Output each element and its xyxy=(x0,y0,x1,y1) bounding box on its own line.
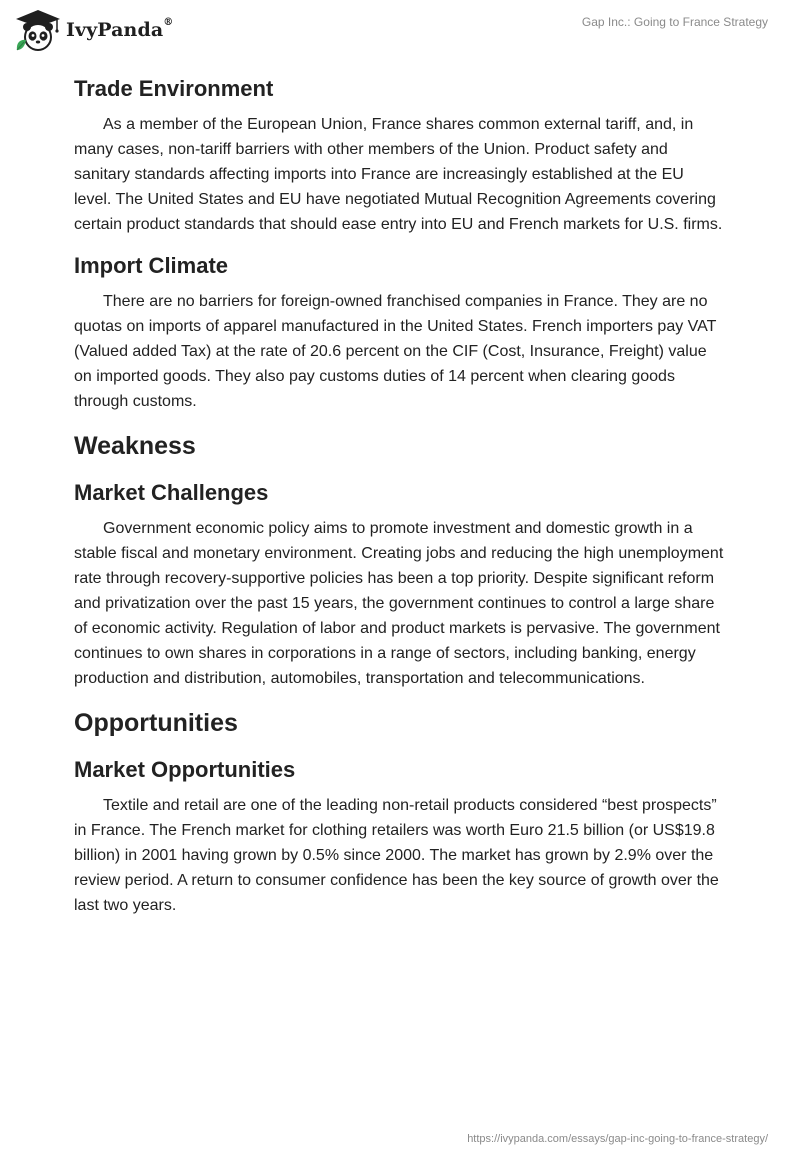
paragraph-trade-environment: As a member of the European Union, France shares common external tariff, and, in many cases, non-tariff barriers with other members of the Union. Product safety and sanitary standards affecting imports into France are increasingly established at the EU level. The United States and EU have negotiated Mutual Recognition Agreements covering certain product standards that should ease entry into EU and French markets for U.S. firms. xyxy=(74,116,723,233)
heading-weakness: Weakness xyxy=(74,432,196,460)
paragraph-market-challenges: Government economic policy aims to promote investment and domestic growth in a stable fiscal and monetary environment. Creating jobs and reducing the high unemployment rate through recovery-supportive policies has been a top priority. Despite significant reform and privatization over the past 15 years, the government continues to control a large share of economic activity. Regulation of labor and product markets is pervasive. The government continues to own shares in corporations in a range of sectors, including banking, energy production and distribution, automobiles, transportation and telecommunications. xyxy=(74,520,724,687)
source-url[interactable]: https://ivypanda.com/essays/gap-inc-going-to-france-strategy/ xyxy=(467,1133,768,1145)
page-header xyxy=(0,0,800,70)
paragraph-import-climate: There are no barriers for foreign-owned franchised companies in France. They are no quotas on imports of apparel manufactured in the United States. French importers pay VAT (Valued added Tax) at the rate of 20.6 percent on the CIF (Cost, Insurance, Freight) value on imported goods. They also pay customs duties of 14 percent when clearing goods through customs. xyxy=(74,293,717,410)
paragraph-market-opportunities: Textile and retail are one of the leading non-retail products considered “best prospects” in France. The French market for clothing retailers was worth Euro 21.5 billion (or US$19.8 billion) in 2001 having grown by 0.5% since 2000. The market has grown by 2.9% over the review period. A return to consumer confidence has been the key source of growth over the last two years. xyxy=(74,797,719,914)
registered-mark: ® xyxy=(163,17,174,28)
heading-market-challenges: Market Challenges xyxy=(74,480,269,505)
ivypanda-logo[interactable] xyxy=(14,8,173,52)
article-content xyxy=(74,70,724,918)
document-title: Gap Inc.: Going to France Strategy xyxy=(581,15,768,29)
heading-market-opportunities: Market Opportunities xyxy=(74,757,296,782)
heading-import-climate: Import Climate xyxy=(74,253,229,278)
heading-trade-environment: Trade Environment xyxy=(74,76,274,101)
logo-text: IvyPanda xyxy=(66,19,164,41)
heading-opportunities: Opportunities xyxy=(74,709,238,737)
panda-logo-icon xyxy=(14,8,62,52)
logo-wordmark xyxy=(66,19,173,41)
